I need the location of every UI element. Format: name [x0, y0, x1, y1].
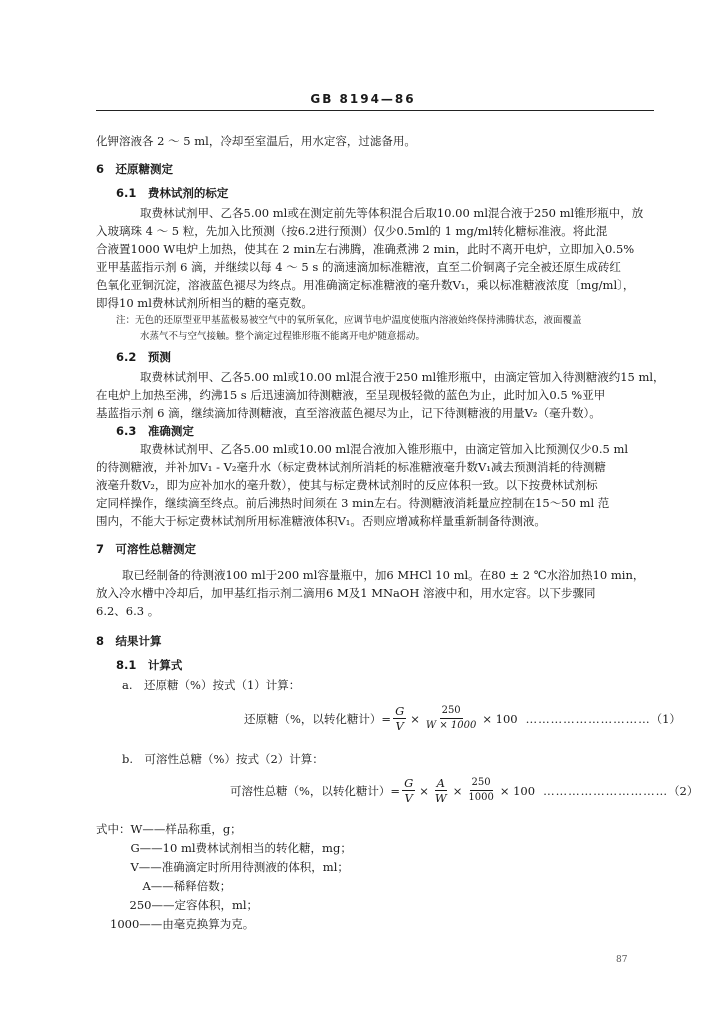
- text-line: 取已经制备的待测液100 ml于200 ml容量瓶中，加6 MHCl 10 ml。在80 ± 2 ℃水浴加热10 min，: [122, 568, 645, 582]
- formula-2-fraction-250: [466, 776, 495, 805]
- section-7-title: 7 可溶性总糖测定: [96, 542, 197, 556]
- text-line: 的待测糖液，并补加V₁ - V₂毫升水（标定费林试剂所消耗的标准糖液毫升数V₁减去预测消耗的待测糖: [96, 460, 606, 474]
- item-b-text: b. 可溶性总糖（%）按式（2）计算：: [122, 752, 324, 766]
- denominator: 1000: [468, 792, 494, 803]
- text-line: 放入冷水槽中冷却后，加甲基红指示剂二滴用6 M及1 MNaOH 溶液中和，用水定容。以下步骤同: [96, 586, 596, 600]
- text-line: 取费林试剂甲、乙各5.00 ml或10.00 ml混合液于250 ml锥形瓶中，由滴定管加入待测糖液约15 ml，: [140, 370, 665, 384]
- formula-2-fraction-a-w: [433, 776, 449, 805]
- section-6-2-body: [96, 368, 665, 422]
- section-6-1-note: [116, 313, 582, 345]
- header-rule: [96, 110, 654, 111]
- leader-dots: …………………………: [525, 711, 651, 726]
- denominator: V: [404, 791, 413, 805]
- times-sign: ×: [452, 783, 463, 798]
- text-line: 合液置1000 W电炉上加热，使其在 2 min左右沸腾，准确煮沸 2 min，此时不离开电炉，立即加入0.5%: [96, 242, 635, 256]
- definition-line: 1000——由毫克换算为克。: [110, 917, 255, 931]
- numerator: G: [404, 776, 414, 790]
- continued-paragraph: 化钾溶液各 2 ～ 5 ml，冷却至室温后，用水定容，过滤备用。: [96, 134, 416, 148]
- times-sign: ×: [410, 711, 420, 726]
- text-line: 亚甲基蓝指示剂 6 滴，并继续以每 4 ～ 5 s 的滴速滴加标准糖液，直至二价铜离子完全被还原生成砖红: [96, 260, 621, 274]
- text-line: 6.2、6.3 。: [96, 604, 160, 618]
- section-6-2-title: 6.2 预测: [116, 350, 171, 364]
- times-sign: ×: [419, 783, 429, 798]
- text-line: 即得10 ml费林试剂所相当的糖的毫克数。: [96, 296, 313, 310]
- definition-line: 250——定容体积，ml；: [118, 898, 259, 912]
- text-line: 色氧化亚铜沉淀，溶液蓝色褪尽为终点。用准确滴定标准糖液的毫升数V₁，乘以标准糖液浓度〔mg/ml〕，: [96, 278, 635, 292]
- definition-line: 式中：W——样品称重，g；: [96, 822, 242, 836]
- definition-line: V——准确滴定时所用待测液的体积，ml；: [96, 860, 349, 874]
- formula-1-tail: × 100: [482, 711, 518, 726]
- text-line: 围内，不能大于标定费林试剂所用标准糖液体积V₁。否则应增减称样量重新制备待测液。: [96, 514, 546, 528]
- note-line: 水蒸气不与空气接触。整个滴定过程锥形瓶不能离开电炉随意摇动。: [140, 331, 426, 342]
- page-number: 87: [616, 955, 628, 965]
- section-6-3-body: [96, 440, 628, 530]
- numerator: 250: [440, 704, 463, 719]
- formula-1-lhs: 还原糖（%，以转化糖计）=: [244, 711, 392, 726]
- formula-2: [230, 776, 698, 805]
- equation-number: （1）: [650, 711, 681, 726]
- section-6-1-body: [96, 204, 643, 312]
- numerator: A: [436, 776, 445, 790]
- text-line: 液毫升数V₂，即为应补加水的毫升数），使其与标定费林试剂时的反应体积一致。以下按费林试剂标: [96, 478, 598, 492]
- formula-2-lhs: 可溶性总糖（%，以转化糖计）=: [230, 783, 401, 798]
- section-6-1-title: 6.1 费林试剂的标定: [116, 186, 229, 200]
- text-line: 基蓝指示剂 6 滴，继续滴加待测糖液，直至溶液蓝色褪尽为止，记下待测糖液的用量V₂（毫升数）。: [96, 406, 601, 420]
- item-a-text: a. 还原糖（%）按式（1）计算：: [122, 678, 301, 692]
- section-7-body: [96, 566, 644, 620]
- denominator: W: [434, 791, 447, 805]
- denominator: V: [395, 719, 404, 733]
- definition-line: G——10 ml费林试剂相当的转化糖，mg；: [96, 841, 352, 855]
- section-8-title: 8 结果计算: [96, 634, 162, 648]
- formula-1-fraction-250: [424, 704, 478, 733]
- numerator: G: [395, 704, 405, 718]
- numerator: 250: [470, 776, 493, 791]
- standard-code-header: GB 8194—86: [310, 92, 416, 106]
- text-line: 在电炉上加热至沸，约沸15 s 后迅速滴加待测糖液，至呈现极轻微的蓝色为止，此时加入0.5 %亚甲: [96, 388, 606, 402]
- text-line: 入玻璃珠 4 ～ 5 粒，先加入比预测（按6.2进行预测）仅少0.5ml的 1 mg/ml转化糖标准液。将此混: [96, 224, 608, 238]
- equation-number: （2）: [668, 783, 699, 798]
- text-line: 定同样操作，继续滴至终点。前后沸热时间须在 3 min左右。待测糖液消耗量应控制在15～50 ml 范: [96, 496, 610, 510]
- formula-1: [244, 704, 681, 733]
- section-6-title: 6 还原糖测定: [96, 162, 174, 176]
- formula-2-tail: × 100: [499, 783, 536, 798]
- note-line: 注：无色的还原型亚甲基蓝极易被空气中的氧所氧化，应调节电炉温度使瓶内溶液始终保持沸腾状态，液面覆盖: [116, 315, 582, 326]
- definition-line: A——稀释倍数；: [108, 879, 232, 893]
- leader-dots: …………………………: [543, 783, 669, 798]
- formula-1-fraction-g-v: [393, 704, 406, 733]
- symbol-definitions: [96, 820, 352, 934]
- formula-2-fraction-g-v: [402, 776, 415, 805]
- section-8-1-title: 8.1 计算式: [116, 658, 183, 672]
- text-line: 取费林试剂甲、乙各5.00 ml或10.00 ml混合液加入锥形瓶中，由滴定管加入比预测仅少0.5 ml: [140, 442, 629, 456]
- denominator: W × 1000: [425, 720, 477, 731]
- text-line: 取费林试剂甲、乙各5.00 ml或在测定前先等体积混合后取10.00 ml混合液于250 ml锥形瓶中，放: [140, 206, 644, 220]
- section-6-3-title: 6.3 准确测定: [116, 424, 194, 438]
